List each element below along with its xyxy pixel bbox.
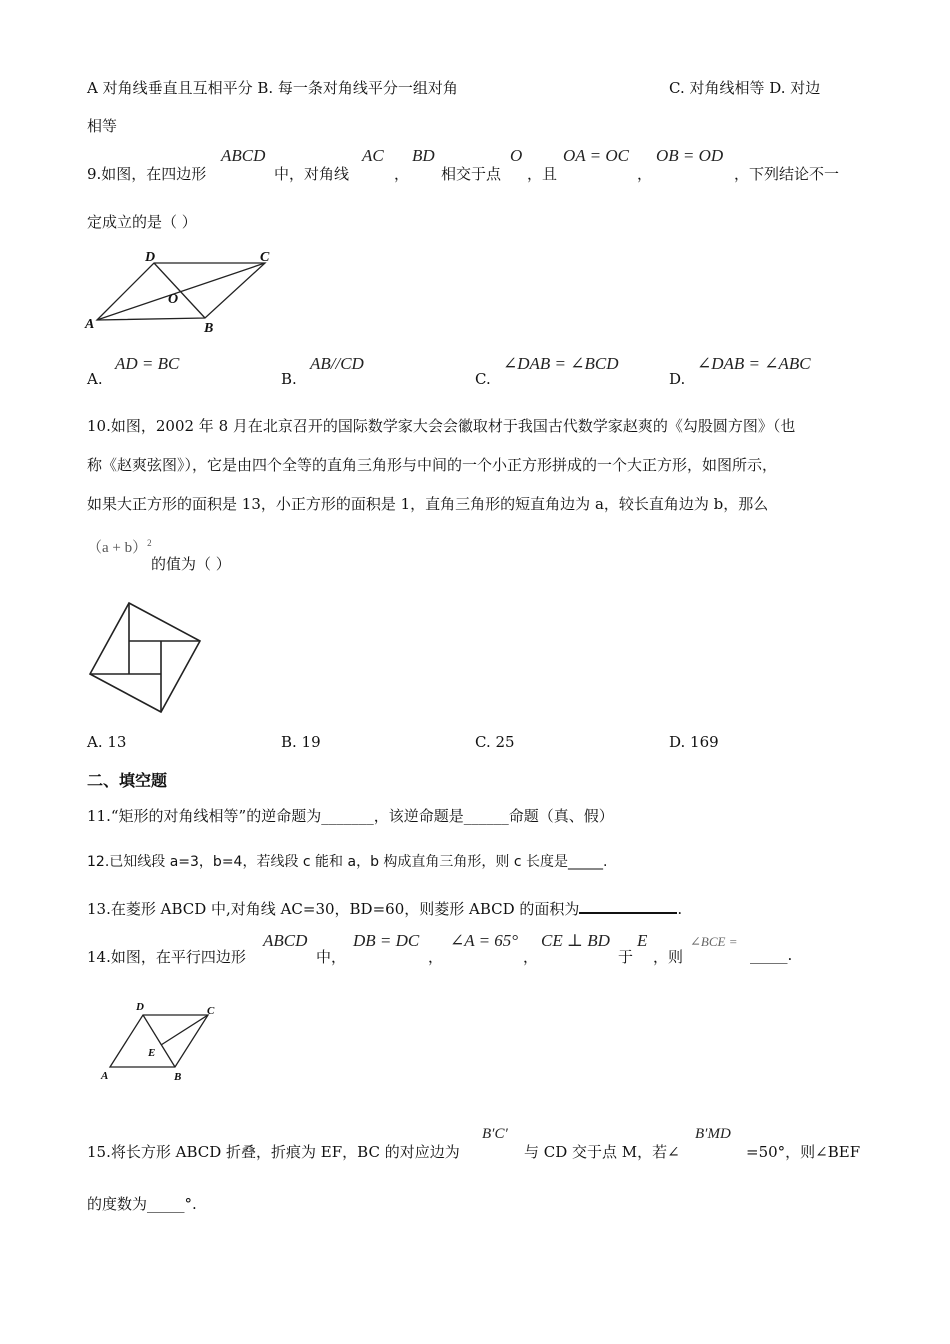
- q9-option-a: AD = BC: [115, 354, 180, 373]
- q13-line: [87, 898, 682, 919]
- q9-text-line2: 定成立的是（ ）: [87, 213, 197, 231]
- q14-text-2: 中，: [316, 948, 347, 966]
- q14-parallelogram-figure: [95, 995, 225, 1085]
- q9-parallelogram-figure: [82, 245, 282, 335]
- q15-text-1: 15.将长方形 ABCD 折叠，折痕为 EF，BC 的对应边为: [87, 1143, 460, 1161]
- q9-text-4: 相交于点: [441, 165, 502, 183]
- q9-option-d-letter: D.: [669, 370, 686, 388]
- label-e: E: [148, 1047, 156, 1059]
- q9-text-7: ，下列结论不一: [734, 165, 840, 183]
- label-b: B: [204, 321, 214, 335]
- q8-options-cd: C. 对角线相等 D. 对边: [669, 79, 821, 97]
- segment-ce: [161, 1015, 208, 1045]
- q14-text-6: ，则: [653, 948, 684, 966]
- q14-text-blank: _____.: [750, 946, 793, 964]
- label-c: C: [260, 250, 270, 265]
- q15-text-3: =50°，则∠BEF: [746, 1143, 861, 1161]
- q10-line-2: 称《赵爽弦图》），它是由四个全等的直角三角形与中间的一个小正方形拼成的一个大正方形，如图所示，: [87, 456, 778, 474]
- label-a: A: [101, 1070, 109, 1082]
- q9-text-6: ，: [637, 165, 653, 183]
- q14-text-4: ，: [523, 948, 539, 966]
- q15-math-bc-prime: B′C′: [482, 1126, 508, 1142]
- q14-math-e: E: [637, 931, 648, 950]
- q15-text-2: 与 CD 交于点 M，若∠: [524, 1143, 680, 1161]
- label-d: D: [136, 1001, 144, 1013]
- q9-option-b: AB//CD: [310, 354, 364, 373]
- q14-math-ce-bd: CE ⊥ BD: [541, 931, 610, 950]
- q9-math-ob-od: OB = OD: [656, 146, 724, 165]
- q14-math-angle-a: ∠A = 65°: [450, 931, 519, 950]
- section-fill-in-title: 二、填空题: [87, 771, 168, 790]
- q9-math-bd: BD: [412, 146, 435, 165]
- q10-expression-base: （a + b）: [87, 540, 148, 556]
- label-a: A: [85, 317, 95, 332]
- q10-option-d: D. 169: [669, 733, 719, 751]
- q12-text: 12.已知线段 a=3，b=4，若线段 c 能和 a，b 构成直角三角形，则 c 长度是_____.: [87, 854, 608, 870]
- q9-option-b-letter: B.: [281, 370, 297, 388]
- label-d: D: [145, 250, 156, 265]
- label-b: B: [174, 1071, 182, 1083]
- q9-text-3: ，: [394, 165, 410, 183]
- q14-math-angle-bce: ∠BCE =: [690, 934, 738, 949]
- q9-option-a-letter: A.: [87, 370, 103, 388]
- q10-option-a: A. 13: [87, 733, 127, 751]
- q10-zhao-shuang-figure: [85, 598, 205, 718]
- q9-option-c: ∠DAB = ∠BCD: [503, 354, 619, 373]
- q9-math-o: O: [510, 146, 523, 165]
- segment-db: [143, 1015, 175, 1067]
- label-c: C: [207, 1005, 215, 1017]
- q9-option-c-letter: C.: [475, 370, 491, 388]
- q10-option-c: C. 25: [475, 733, 515, 751]
- q10-line-3: 如果大正方形的面积是 13，小正方形的面积是 1，直角三角形的短直角边为 a，较长直角边为 b，那么: [87, 495, 769, 513]
- q15-math-angle-bmd: B′MD: [695, 1126, 731, 1142]
- big-square: [90, 603, 200, 712]
- q14-text-1: 14.如图，在平行四边形: [87, 948, 246, 966]
- q9-math-abcd: ABCD: [221, 146, 266, 165]
- q10-expression-exponent: 2: [147, 538, 152, 548]
- q14-math-abcd: ABCD: [263, 931, 308, 950]
- label-o: O: [168, 292, 179, 307]
- q10-question-tail: 的值为（ ）: [151, 555, 231, 573]
- q9-text-1: 9.如图，在四边形: [87, 165, 207, 183]
- q8-options-ab: A 对角线垂直且互相平分 B. 每一条对角线平分一组对角: [87, 79, 458, 97]
- q10-option-b: B. 19: [281, 733, 321, 751]
- q14-text-5: 于: [618, 948, 634, 966]
- q8-options-continued: 相等: [87, 117, 118, 135]
- q9-math-ac: AC: [362, 146, 384, 165]
- q9-option-d: ∠DAB = ∠ABC: [697, 354, 811, 373]
- q15-text-line2: 的度数为_____°.: [87, 1195, 197, 1213]
- q13-tail: .: [677, 900, 683, 918]
- q10-line-1: 10.如图，2002 年 8 月在北京召开的国际数学家大会会徽取材于我国古代数学家赵爽的《勾股圆方图》（也: [87, 417, 796, 435]
- q9-math-oa-oc: OA = OC: [563, 146, 629, 165]
- q10-expression: [87, 536, 152, 557]
- q9-text-2: 中，对角线: [274, 165, 350, 183]
- q11-text: 11.“矩形的对角线相等”的逆命题为_______，该逆命题是______命题（真、假）: [87, 807, 614, 825]
- q13-text: 13.在菱形 ABCD 中,对角线 AC=30，BD=60，则菱形 ABCD 的面积为: [87, 900, 580, 918]
- q13-answer-blank[interactable]: [579, 898, 677, 914]
- diagonal-bd: [154, 263, 205, 318]
- q14-text-3: ，: [428, 948, 444, 966]
- q14-math-db-dc: DB = DC: [353, 931, 420, 950]
- q9-text-5: ，且: [527, 165, 558, 183]
